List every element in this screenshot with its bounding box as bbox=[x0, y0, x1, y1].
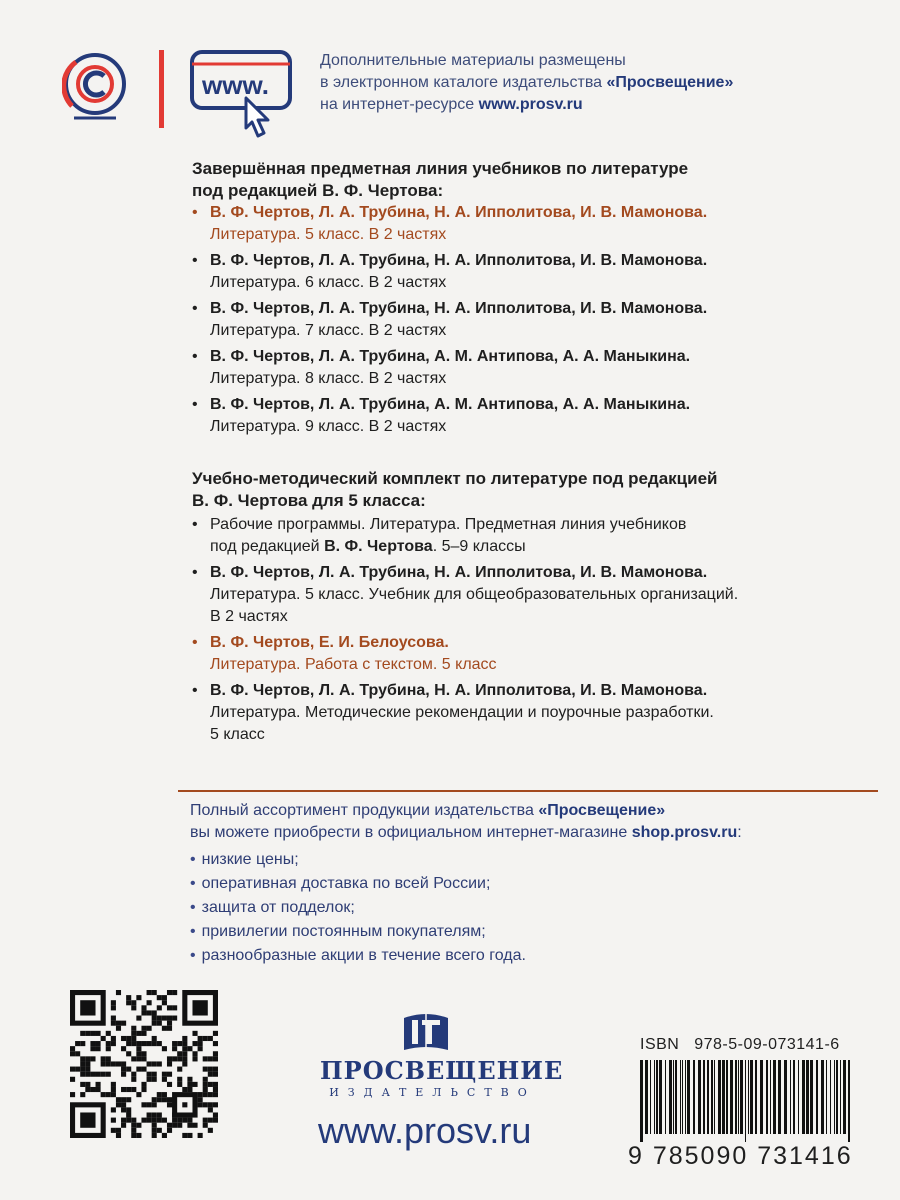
list-item: • Рабочие программы. Литература. Предметная линия учебников под редакцией В. Ф. Чертова. 5–9 классы bbox=[192, 516, 687, 555]
list-item: • В. Ф. Чертов, Л. А. Трубина, А. М. Антипова, А. А. Маныкина. Литература. 8 класс. В 2 частях bbox=[192, 348, 691, 387]
header-line3: на интернет-ресурсе www.prosv.ru bbox=[320, 96, 583, 113]
header-line2: в электронном каталоге издательства «Просвещение» bbox=[320, 74, 734, 91]
section1-title: Завершённая предметная линия учебников по литературе под редакцией В. Ф. Чертова: bbox=[192, 159, 689, 200]
barcode bbox=[636, 1060, 856, 1142]
shop-benefits bbox=[190, 848, 880, 968]
shop-url[interactable]: shop.prosv.ru bbox=[631, 824, 738, 841]
shop-line2: вы можете приобрести в официальном интернет-магазине shop.prosv.ru: bbox=[190, 824, 742, 841]
shop-brand: «Просвещение» bbox=[538, 802, 666, 819]
list-item: • В. Ф. Чертов, Л. А. Трубина, Н. А. Ипполитова, И. В. Мамонова. Литература. 6 класс. В 2 частях bbox=[192, 252, 708, 291]
header-url[interactable]: www.prosv.ru bbox=[478, 96, 583, 113]
list-item: • В. Ф. Чертов, Л. А. Трубина, А. М. Антипова, А. А. Маныкина. Литература. 9 класс. В 2 частях bbox=[192, 396, 691, 435]
list-item: • оперативная доставка по всей России; bbox=[190, 875, 491, 892]
list-item: • В. Ф. Чертов, Л. А. Трубина, Н. А. Ипполитова, И. В. Мамонова. Литература. 5 класс. В 2 частях bbox=[192, 204, 708, 243]
header-divider bbox=[159, 50, 164, 128]
www-label: www. bbox=[202, 70, 269, 100]
publisher-url[interactable]: www.prosv.ru bbox=[318, 1110, 532, 1151]
copyright-circle-icon bbox=[62, 48, 128, 130]
section-complete-line bbox=[192, 158, 852, 438]
barcode-number: 9 785090 731416 bbox=[628, 1142, 853, 1170]
publisher-name: ПРОСВЕЩЕНИЕ bbox=[320, 1056, 564, 1085]
list-item: • В. Ф. Чертов, Л. А. Трубина, Н. А. Ипполитова, И. В. Мамонова. Литература. 7 класс. В 2 частях bbox=[192, 300, 708, 339]
shop-info bbox=[190, 800, 880, 968]
list-item: • В. Ф. Чертов, Л. А. Трубина, Н. А. Ипполитова, И. В. Мамонова. Литература. 5 класс. Учебник для общеобразовательных организаций. В 2 частях bbox=[192, 564, 739, 625]
list-item: • защита от подделок; bbox=[190, 899, 355, 916]
www-pointer-icon bbox=[188, 44, 298, 140]
section-umk bbox=[192, 468, 852, 746]
section2-title: Учебно-методический комплект по литературе под редакцией В. Ф. Чертова для 5 класса: bbox=[192, 469, 718, 510]
header-info bbox=[320, 50, 733, 116]
list-item: • разнообразные акции в течение всего года. bbox=[190, 947, 526, 964]
list-item: • низкие цены; bbox=[190, 851, 299, 868]
list-item: • В. Ф. Чертов, Л. А. Трубина, Н. А. Ипполитова, И. В. Мамонова. Литература. Методические рекомендации и поурочные разработки. 5 класс bbox=[192, 682, 714, 743]
header-line1: Дополнительные материалы размещены bbox=[320, 52, 626, 69]
isbn: ISBN 978-5-09-073141-6 bbox=[640, 1036, 840, 1053]
header-brand: «Просвещение» bbox=[606, 74, 734, 91]
qr-code[interactable] bbox=[70, 990, 218, 1138]
shop-line1: Полный ассортимент продукции издательства «Просвещение» bbox=[190, 802, 666, 819]
section-divider bbox=[178, 790, 878, 792]
list-item: • В. Ф. Чертов, Е. И. Белоусова. Литература. Работа с текстом. 5 класс bbox=[192, 634, 497, 673]
publisher-logo-icon bbox=[400, 1008, 452, 1054]
publisher-subtitle: ИЗДАТЕЛЬСТВО bbox=[329, 1086, 536, 1099]
list-item: • привилегии постоянным покупателям; bbox=[190, 923, 486, 940]
